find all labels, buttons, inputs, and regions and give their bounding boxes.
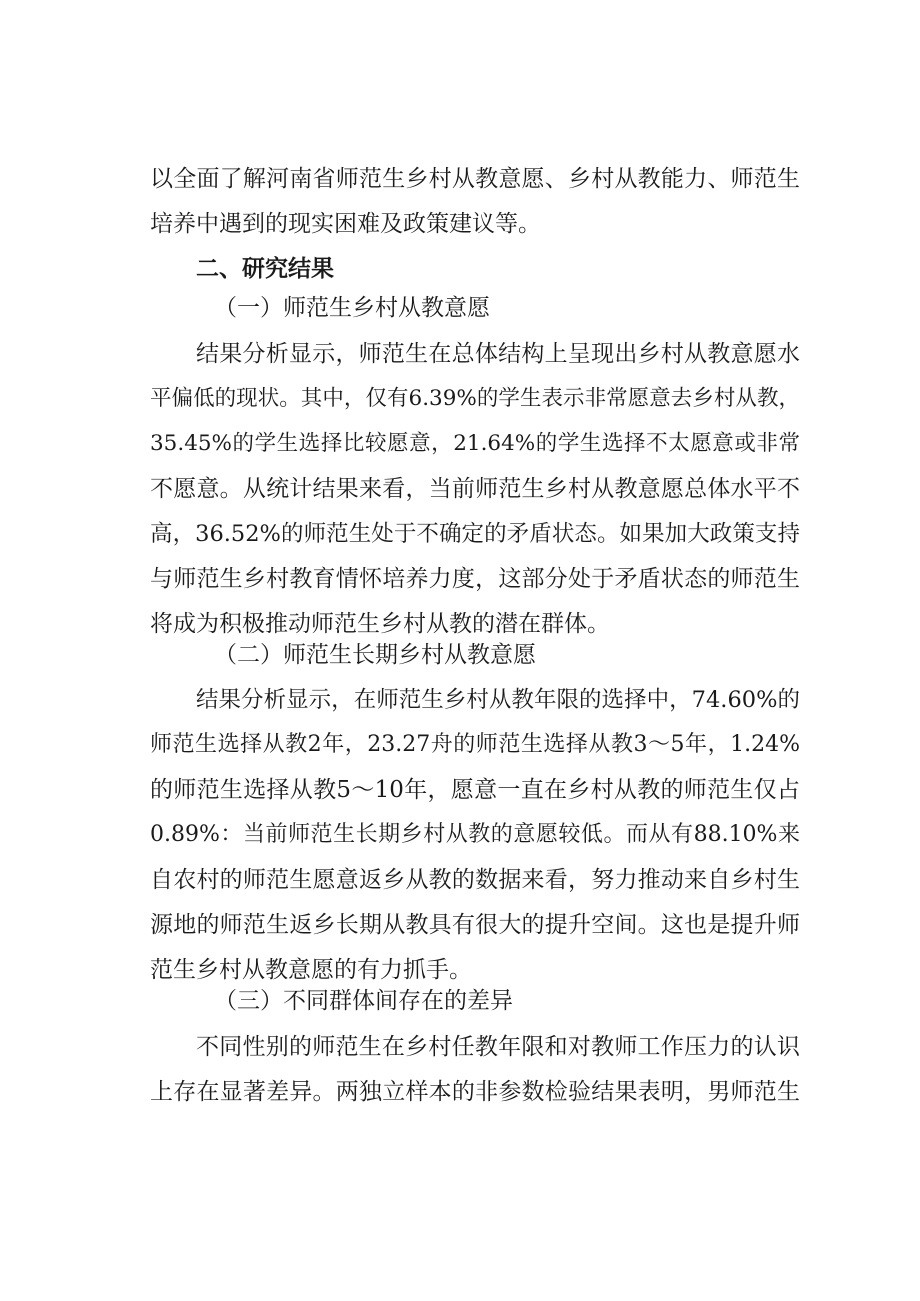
paragraph-2-line-4: 0.89%：当前师范生长期乡村从教的意愿较低。而从有88.10%来: [150, 822, 800, 847]
intro-line-2: 培养中遇到的现实困难及政策建议等。: [150, 211, 541, 237]
paragraph-1-line-1: 结果分析显示，师范生在总体结构上呈现出乡村从教意愿水: [196, 341, 800, 367]
paragraph-1-line-5: 高，36.52%的师范生处于不确定的矛盾状态。如果加大政策支持: [150, 521, 800, 547]
subsection-heading-2: （二）师范生长期乡村从教意愿: [214, 642, 536, 668]
paragraph-1-line-2: 平偏低的现状。其中，仅有6.39%的学生表示非常愿意去乡村从教，: [150, 386, 800, 411]
paragraph-1-line-4: 不愿意。从统计结果来看，当前师范生乡村从教意愿总体水平不: [150, 476, 800, 502]
subsection-heading-3: （三）不同群体间存在的差异: [214, 988, 513, 1014]
paragraph-1-line-3: 35.45%的学生选择比较愿意，21.64%的学生选择不太愿意或非常: [150, 431, 800, 456]
intro-line-1: 以全面了解河南省师范生乡村从教意愿、乡村从教能力、师范生: [150, 166, 800, 192]
paragraph-2-line-5: 自农村的师范生愿意返乡从教的数据来看，努力推动来自乡村生: [150, 867, 800, 893]
paragraph-3-line-1: 不同性别的师范生在乡村任教年限和对教师工作压力的认识: [196, 1034, 800, 1060]
paragraph-1-line-6: 与师范生乡村教育情怀培养力度，这部分处于矛盾状态的师范生: [150, 566, 800, 592]
subsection-heading-1: （一）师范生乡村从教意愿: [214, 295, 490, 321]
paragraph-2-line-6: 源地的师范生返乡长期从教具有很大的提升空间。这也是提升师: [150, 912, 800, 938]
section-heading-results: 二、研究结果: [196, 256, 334, 282]
paragraph-3-line-2: 上存在显著差异。两独立样本的非参数检验结果表明，男师范生: [150, 1079, 800, 1105]
paragraph-2-line-1: 结果分析显示，在师范生乡村从教年限的选择中，74.60%的: [196, 687, 800, 713]
paragraph-1-line-7: 将成为积极推动师范生乡村从教的潜在群体。: [150, 611, 610, 637]
paragraph-2-line-2: 师范生选择从教2年，23.27舟的师范生选择从教3～5年，1.24%: [150, 732, 800, 757]
paragraph-2-line-7: 范生乡村从教意愿的有力抓手。: [150, 957, 472, 983]
paragraph-2-line-3: 的师范生选择从教5～10年，愿意一直在乡村从教的师范生仅占: [150, 777, 800, 803]
